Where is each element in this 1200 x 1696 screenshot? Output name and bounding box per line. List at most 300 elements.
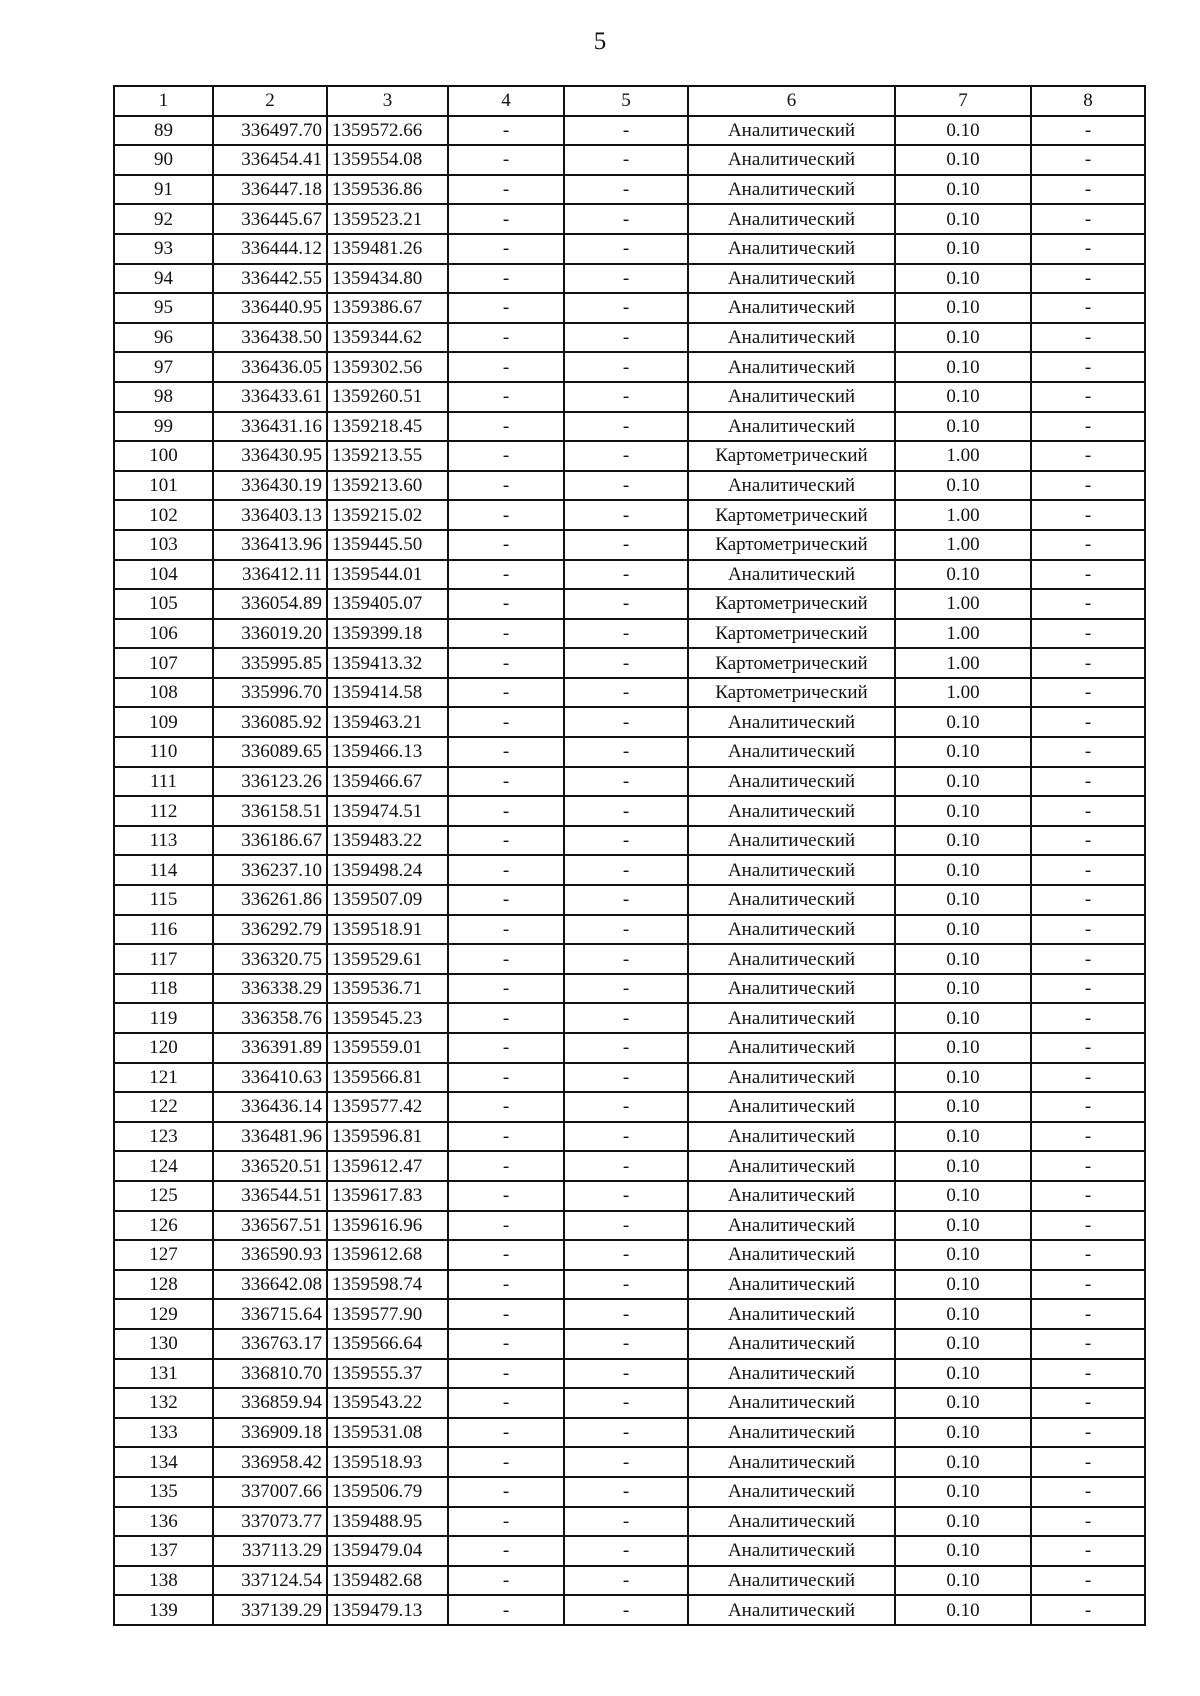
- cell-coord-x: 336454.41: [213, 145, 327, 175]
- cell-coord-x: 336403.13: [213, 500, 327, 530]
- cell-col-5: -: [564, 915, 688, 945]
- cell-coord-y: 1359536.86: [327, 175, 448, 205]
- cell-method: Аналитический: [688, 1299, 895, 1329]
- cell-coord-y: 1359566.64: [327, 1329, 448, 1359]
- cell-coord-x: 336412.11: [213, 560, 327, 590]
- cell-point-number: 133: [114, 1418, 213, 1448]
- cell-accuracy: 0.10: [895, 974, 1031, 1004]
- cell-accuracy: 0.10: [895, 767, 1031, 797]
- cell-method: Аналитический: [688, 885, 895, 915]
- cell-coord-y: 1359523.21: [327, 204, 448, 234]
- cell-col-8: -: [1031, 204, 1145, 234]
- cell-col-8: -: [1031, 737, 1145, 767]
- cell-coord-x: 336085.92: [213, 707, 327, 737]
- table-row: [114, 264, 1145, 294]
- cell-coord-y: 1359498.24: [327, 855, 448, 885]
- cell-col-8: -: [1031, 944, 1145, 974]
- cell-coord-x: 335995.85: [213, 648, 327, 678]
- cell-col-5: -: [564, 1063, 688, 1093]
- cell-col-4: -: [448, 1003, 564, 1033]
- cell-accuracy: 0.10: [895, 352, 1031, 382]
- cell-point-number: 138: [114, 1566, 213, 1596]
- cell-point-number: 139: [114, 1595, 213, 1625]
- table-row: [114, 293, 1145, 323]
- cell-col-4: -: [448, 1033, 564, 1063]
- cell-method: Аналитический: [688, 1211, 895, 1241]
- cell-method: Аналитический: [688, 1151, 895, 1181]
- cell-coord-x: 336338.29: [213, 974, 327, 1004]
- cell-coord-y: 1359616.96: [327, 1211, 448, 1241]
- cell-coord-y: 1359536.71: [327, 974, 448, 1004]
- cell-accuracy: 0.10: [895, 1507, 1031, 1537]
- cell-method: Аналитический: [688, 352, 895, 382]
- cell-accuracy: 0.10: [895, 264, 1031, 294]
- table-row: [114, 915, 1145, 945]
- table-row: [114, 589, 1145, 619]
- table-row: [114, 1595, 1145, 1625]
- cell-coord-y: 1359399.18: [327, 619, 448, 649]
- cell-coord-y: 1359483.22: [327, 826, 448, 856]
- cell-method: Аналитический: [688, 1418, 895, 1448]
- cell-point-number: 105: [114, 589, 213, 619]
- table-row: [114, 352, 1145, 382]
- cell-method: Картометрический: [688, 441, 895, 471]
- cell-col-4: -: [448, 234, 564, 264]
- cell-point-number: 99: [114, 412, 213, 442]
- cell-method: Аналитический: [688, 855, 895, 885]
- cell-coord-y: 1359545.23: [327, 1003, 448, 1033]
- cell-accuracy: 0.10: [895, 1003, 1031, 1033]
- cell-coord-x: 336410.63: [213, 1063, 327, 1093]
- cell-accuracy: 0.10: [895, 323, 1031, 353]
- cell-col-5: -: [564, 589, 688, 619]
- cell-coord-y: 1359481.26: [327, 234, 448, 264]
- cell-coord-y: 1359479.13: [327, 1595, 448, 1625]
- cell-coord-y: 1359555.37: [327, 1359, 448, 1389]
- cell-point-number: 112: [114, 796, 213, 826]
- cell-point-number: 117: [114, 944, 213, 974]
- cell-col-5: -: [564, 1447, 688, 1477]
- cell-point-number: 97: [114, 352, 213, 382]
- cell-coord-y: 1359598.74: [327, 1270, 448, 1300]
- cell-point-number: 122: [114, 1092, 213, 1122]
- cell-accuracy: 0.10: [895, 737, 1031, 767]
- cell-coord-x: 336019.20: [213, 619, 327, 649]
- column-header-4: 4: [448, 86, 564, 116]
- cell-method: Аналитический: [688, 1447, 895, 1477]
- cell-col-4: -: [448, 1329, 564, 1359]
- table-row: [114, 885, 1145, 915]
- cell-point-number: 106: [114, 619, 213, 649]
- cell-coord-x: 336391.89: [213, 1033, 327, 1063]
- cell-coord-x: 336123.26: [213, 767, 327, 797]
- cell-point-number: 115: [114, 885, 213, 915]
- cell-point-number: 135: [114, 1477, 213, 1507]
- cell-coord-x: 336859.94: [213, 1388, 327, 1418]
- cell-col-5: -: [564, 707, 688, 737]
- cell-col-8: -: [1031, 1507, 1145, 1537]
- cell-col-8: -: [1031, 382, 1145, 412]
- cell-coord-x: 336590.93: [213, 1240, 327, 1270]
- cell-coord-x: 337007.66: [213, 1477, 327, 1507]
- cell-accuracy: 0.10: [895, 1122, 1031, 1152]
- cell-method: Аналитический: [688, 944, 895, 974]
- table-row: [114, 796, 1145, 826]
- cell-method: Аналитический: [688, 145, 895, 175]
- cell-col-5: -: [564, 885, 688, 915]
- cell-point-number: 118: [114, 974, 213, 1004]
- cell-method: Аналитический: [688, 1240, 895, 1270]
- cell-accuracy: 0.10: [895, 234, 1031, 264]
- cell-accuracy: 0.10: [895, 1151, 1031, 1181]
- cell-col-8: -: [1031, 1240, 1145, 1270]
- cell-coord-y: 1359302.56: [327, 352, 448, 382]
- cell-coord-y: 1359413.32: [327, 648, 448, 678]
- cell-col-5: -: [564, 1507, 688, 1537]
- cell-col-8: -: [1031, 234, 1145, 264]
- cell-col-8: -: [1031, 648, 1145, 678]
- table-row: [114, 648, 1145, 678]
- cell-point-number: 101: [114, 471, 213, 501]
- cell-col-4: -: [448, 826, 564, 856]
- cell-point-number: 116: [114, 915, 213, 945]
- cell-col-5: -: [564, 1566, 688, 1596]
- cell-col-5: -: [564, 471, 688, 501]
- cell-method: Аналитический: [688, 1507, 895, 1537]
- cell-col-5: -: [564, 737, 688, 767]
- cell-point-number: 114: [114, 855, 213, 885]
- cell-point-number: 130: [114, 1329, 213, 1359]
- cell-coord-x: 336186.67: [213, 826, 327, 856]
- cell-col-4: -: [448, 589, 564, 619]
- cell-col-8: -: [1031, 1151, 1145, 1181]
- table-row: [114, 116, 1145, 146]
- cell-col-4: -: [448, 1359, 564, 1389]
- cell-coord-y: 1359260.51: [327, 382, 448, 412]
- cell-method: Аналитический: [688, 1270, 895, 1300]
- cell-accuracy: 0.10: [895, 707, 1031, 737]
- cell-method: Картометрический: [688, 500, 895, 530]
- cell-accuracy: 0.10: [895, 1388, 1031, 1418]
- cell-col-5: -: [564, 116, 688, 146]
- cell-col-5: -: [564, 1595, 688, 1625]
- cell-point-number: 110: [114, 737, 213, 767]
- cell-col-8: -: [1031, 530, 1145, 560]
- table-row: [114, 944, 1145, 974]
- cell-col-4: -: [448, 471, 564, 501]
- table-body: [114, 116, 1145, 1625]
- table-row: [114, 382, 1145, 412]
- cell-coord-y: 1359507.09: [327, 885, 448, 915]
- cell-col-8: -: [1031, 264, 1145, 294]
- cell-method: Аналитический: [688, 1359, 895, 1389]
- cell-col-8: -: [1031, 1063, 1145, 1093]
- cell-col-4: -: [448, 1507, 564, 1537]
- cell-coord-x: 336158.51: [213, 796, 327, 826]
- table-row: [114, 1033, 1145, 1063]
- cell-coord-x: 336430.19: [213, 471, 327, 501]
- cell-coord-x: 337139.29: [213, 1595, 327, 1625]
- cell-col-4: -: [448, 412, 564, 442]
- cell-col-8: -: [1031, 1359, 1145, 1389]
- cell-coord-y: 1359577.90: [327, 1299, 448, 1329]
- cell-coord-y: 1359617.83: [327, 1181, 448, 1211]
- cell-accuracy: 1.00: [895, 589, 1031, 619]
- cell-coord-x: 336481.96: [213, 1122, 327, 1152]
- cell-col-4: -: [448, 1299, 564, 1329]
- cell-coord-y: 1359559.01: [327, 1033, 448, 1063]
- cell-col-4: -: [448, 1122, 564, 1152]
- cell-col-5: -: [564, 1270, 688, 1300]
- cell-col-4: -: [448, 885, 564, 915]
- cell-point-number: 113: [114, 826, 213, 856]
- cell-accuracy: 1.00: [895, 648, 1031, 678]
- cell-accuracy: 0.10: [895, 1270, 1031, 1300]
- cell-col-5: -: [564, 1211, 688, 1241]
- cell-col-8: -: [1031, 1388, 1145, 1418]
- cell-col-8: -: [1031, 767, 1145, 797]
- cell-point-number: 104: [114, 560, 213, 590]
- cell-coord-x: 336433.61: [213, 382, 327, 412]
- cell-method: Аналитический: [688, 382, 895, 412]
- table-row: [114, 471, 1145, 501]
- cell-point-number: 134: [114, 1447, 213, 1477]
- cell-col-5: -: [564, 204, 688, 234]
- cell-point-number: 136: [114, 1507, 213, 1537]
- cell-coord-x: 335996.70: [213, 678, 327, 708]
- cell-col-5: -: [564, 1240, 688, 1270]
- cell-method: Аналитический: [688, 826, 895, 856]
- cell-coord-y: 1359596.81: [327, 1122, 448, 1152]
- cell-method: Аналитический: [688, 974, 895, 1004]
- cell-method: Аналитический: [688, 1033, 895, 1063]
- table-row: [114, 1566, 1145, 1596]
- cell-accuracy: 0.10: [895, 855, 1031, 885]
- cell-coord-y: 1359529.61: [327, 944, 448, 974]
- cell-col-4: -: [448, 500, 564, 530]
- cell-col-8: -: [1031, 826, 1145, 856]
- cell-coord-y: 1359466.13: [327, 737, 448, 767]
- cell-method: Картометрический: [688, 678, 895, 708]
- cell-col-8: -: [1031, 116, 1145, 146]
- cell-accuracy: 0.10: [895, 1033, 1031, 1063]
- cell-point-number: 128: [114, 1270, 213, 1300]
- cell-method: Аналитический: [688, 234, 895, 264]
- cell-coord-x: 336447.18: [213, 175, 327, 205]
- cell-point-number: 94: [114, 264, 213, 294]
- table-row: [114, 1151, 1145, 1181]
- cell-col-4: -: [448, 1388, 564, 1418]
- cell-col-4: -: [448, 1447, 564, 1477]
- cell-coord-y: 1359482.68: [327, 1566, 448, 1596]
- cell-col-4: -: [448, 264, 564, 294]
- cell-coord-y: 1359218.45: [327, 412, 448, 442]
- cell-col-8: -: [1031, 500, 1145, 530]
- cell-col-5: -: [564, 560, 688, 590]
- cell-method: Аналитический: [688, 1092, 895, 1122]
- cell-col-5: -: [564, 1122, 688, 1152]
- cell-col-5: -: [564, 352, 688, 382]
- cell-col-8: -: [1031, 175, 1145, 205]
- table-row: [114, 855, 1145, 885]
- cell-col-8: -: [1031, 1003, 1145, 1033]
- cell-coord-y: 1359612.47: [327, 1151, 448, 1181]
- cell-point-number: 125: [114, 1181, 213, 1211]
- cell-coord-y: 1359612.68: [327, 1240, 448, 1270]
- cell-col-8: -: [1031, 678, 1145, 708]
- cell-method: Аналитический: [688, 1477, 895, 1507]
- cell-coord-x: 336520.51: [213, 1151, 327, 1181]
- cell-method: Аналитический: [688, 1388, 895, 1418]
- cell-col-8: -: [1031, 589, 1145, 619]
- cell-point-number: 95: [114, 293, 213, 323]
- cell-accuracy: 0.10: [895, 1063, 1031, 1093]
- table-row: [114, 1092, 1145, 1122]
- cell-method: Картометрический: [688, 530, 895, 560]
- column-header-1: 1: [114, 86, 213, 116]
- cell-col-4: -: [448, 441, 564, 471]
- cell-col-8: -: [1031, 1211, 1145, 1241]
- table-row: [114, 500, 1145, 530]
- table-row: [114, 1447, 1145, 1477]
- cell-col-4: -: [448, 1536, 564, 1566]
- cell-col-4: -: [448, 1566, 564, 1596]
- cell-col-5: -: [564, 826, 688, 856]
- cell-col-8: -: [1031, 1181, 1145, 1211]
- cell-accuracy: 0.10: [895, 204, 1031, 234]
- cell-point-number: 121: [114, 1063, 213, 1093]
- cell-coord-x: 336642.08: [213, 1270, 327, 1300]
- cell-col-8: -: [1031, 1122, 1145, 1152]
- cell-col-4: -: [448, 382, 564, 412]
- cell-coord-x: 336292.79: [213, 915, 327, 945]
- cell-col-4: -: [448, 1240, 564, 1270]
- cell-accuracy: 0.10: [895, 293, 1031, 323]
- cell-coord-x: 336763.17: [213, 1329, 327, 1359]
- table-row: [114, 678, 1145, 708]
- cell-method: Аналитический: [688, 1181, 895, 1211]
- cell-coord-y: 1359215.02: [327, 500, 448, 530]
- cell-method: Аналитический: [688, 707, 895, 737]
- cell-col-4: -: [448, 737, 564, 767]
- cell-col-8: -: [1031, 1566, 1145, 1596]
- cell-point-number: 92: [114, 204, 213, 234]
- table-row: [114, 1507, 1145, 1537]
- cell-accuracy: 1.00: [895, 500, 1031, 530]
- cell-accuracy: 0.10: [895, 1566, 1031, 1596]
- cell-method: Аналитический: [688, 323, 895, 353]
- cell-col-8: -: [1031, 352, 1145, 382]
- cell-col-8: -: [1031, 855, 1145, 885]
- cell-method: Аналитический: [688, 1595, 895, 1625]
- cell-coord-y: 1359554.08: [327, 145, 448, 175]
- cell-coord-x: 336358.76: [213, 1003, 327, 1033]
- cell-accuracy: 0.10: [895, 885, 1031, 915]
- table-row: [114, 1536, 1145, 1566]
- cell-accuracy: 0.10: [895, 915, 1031, 945]
- cell-col-8: -: [1031, 619, 1145, 649]
- table-row: [114, 1240, 1145, 1270]
- column-header-7: 7: [895, 86, 1031, 116]
- cell-accuracy: 0.10: [895, 1211, 1031, 1241]
- cell-col-5: -: [564, 1329, 688, 1359]
- cell-col-8: -: [1031, 471, 1145, 501]
- cell-col-5: -: [564, 1359, 688, 1389]
- cell-point-number: 111: [114, 767, 213, 797]
- cell-accuracy: 0.10: [895, 1181, 1031, 1211]
- cell-col-8: -: [1031, 1418, 1145, 1448]
- cell-coord-x: 336909.18: [213, 1418, 327, 1448]
- cell-col-5: -: [564, 530, 688, 560]
- cell-col-8: -: [1031, 885, 1145, 915]
- table-row: [114, 974, 1145, 1004]
- cell-col-4: -: [448, 944, 564, 974]
- cell-accuracy: 0.10: [895, 826, 1031, 856]
- cell-col-5: -: [564, 1536, 688, 1566]
- cell-point-number: 124: [114, 1151, 213, 1181]
- table-row: [114, 1388, 1145, 1418]
- cell-col-4: -: [448, 648, 564, 678]
- table-row: [114, 1003, 1145, 1033]
- cell-coord-y: 1359543.22: [327, 1388, 448, 1418]
- cell-accuracy: 0.10: [895, 471, 1031, 501]
- cell-col-5: -: [564, 619, 688, 649]
- cell-col-8: -: [1031, 1536, 1145, 1566]
- cell-col-4: -: [448, 204, 564, 234]
- table-row: [114, 1299, 1145, 1329]
- cell-method: Аналитический: [688, 915, 895, 945]
- table-row: [114, 1211, 1145, 1241]
- cell-coord-x: 336413.96: [213, 530, 327, 560]
- cell-col-4: -: [448, 352, 564, 382]
- cell-coord-x: 336445.67: [213, 204, 327, 234]
- cell-coord-x: 336544.51: [213, 1181, 327, 1211]
- cell-accuracy: 0.10: [895, 175, 1031, 205]
- cell-col-4: -: [448, 1418, 564, 1448]
- cell-coord-y: 1359531.08: [327, 1418, 448, 1448]
- cell-point-number: 120: [114, 1033, 213, 1063]
- table-row: [114, 1477, 1145, 1507]
- table-row: [114, 234, 1145, 264]
- cell-coord-x: 337073.77: [213, 1507, 327, 1537]
- cell-col-5: -: [564, 1003, 688, 1033]
- cell-col-8: -: [1031, 323, 1145, 353]
- cell-col-5: -: [564, 1388, 688, 1418]
- cell-method: Аналитический: [688, 1536, 895, 1566]
- cell-point-number: 93: [114, 234, 213, 264]
- cell-method: Аналитический: [688, 204, 895, 234]
- cell-col-5: -: [564, 500, 688, 530]
- cell-method: Аналитический: [688, 1122, 895, 1152]
- cell-col-5: -: [564, 678, 688, 708]
- cell-coord-x: 336497.70: [213, 116, 327, 146]
- cell-col-8: -: [1031, 1270, 1145, 1300]
- cell-col-5: -: [564, 234, 688, 264]
- cell-method: Аналитический: [688, 116, 895, 146]
- cell-col-5: -: [564, 382, 688, 412]
- cell-accuracy: 0.10: [895, 1447, 1031, 1477]
- cell-point-number: 90: [114, 145, 213, 175]
- cell-coord-y: 1359488.95: [327, 1507, 448, 1537]
- cell-col-5: -: [564, 1418, 688, 1448]
- cell-coord-x: 336054.89: [213, 589, 327, 619]
- cell-col-4: -: [448, 796, 564, 826]
- table-row: [114, 204, 1145, 234]
- cell-method: Аналитический: [688, 264, 895, 294]
- cell-accuracy: 0.10: [895, 560, 1031, 590]
- cell-accuracy: 0.10: [895, 796, 1031, 826]
- cell-method: Аналитический: [688, 1063, 895, 1093]
